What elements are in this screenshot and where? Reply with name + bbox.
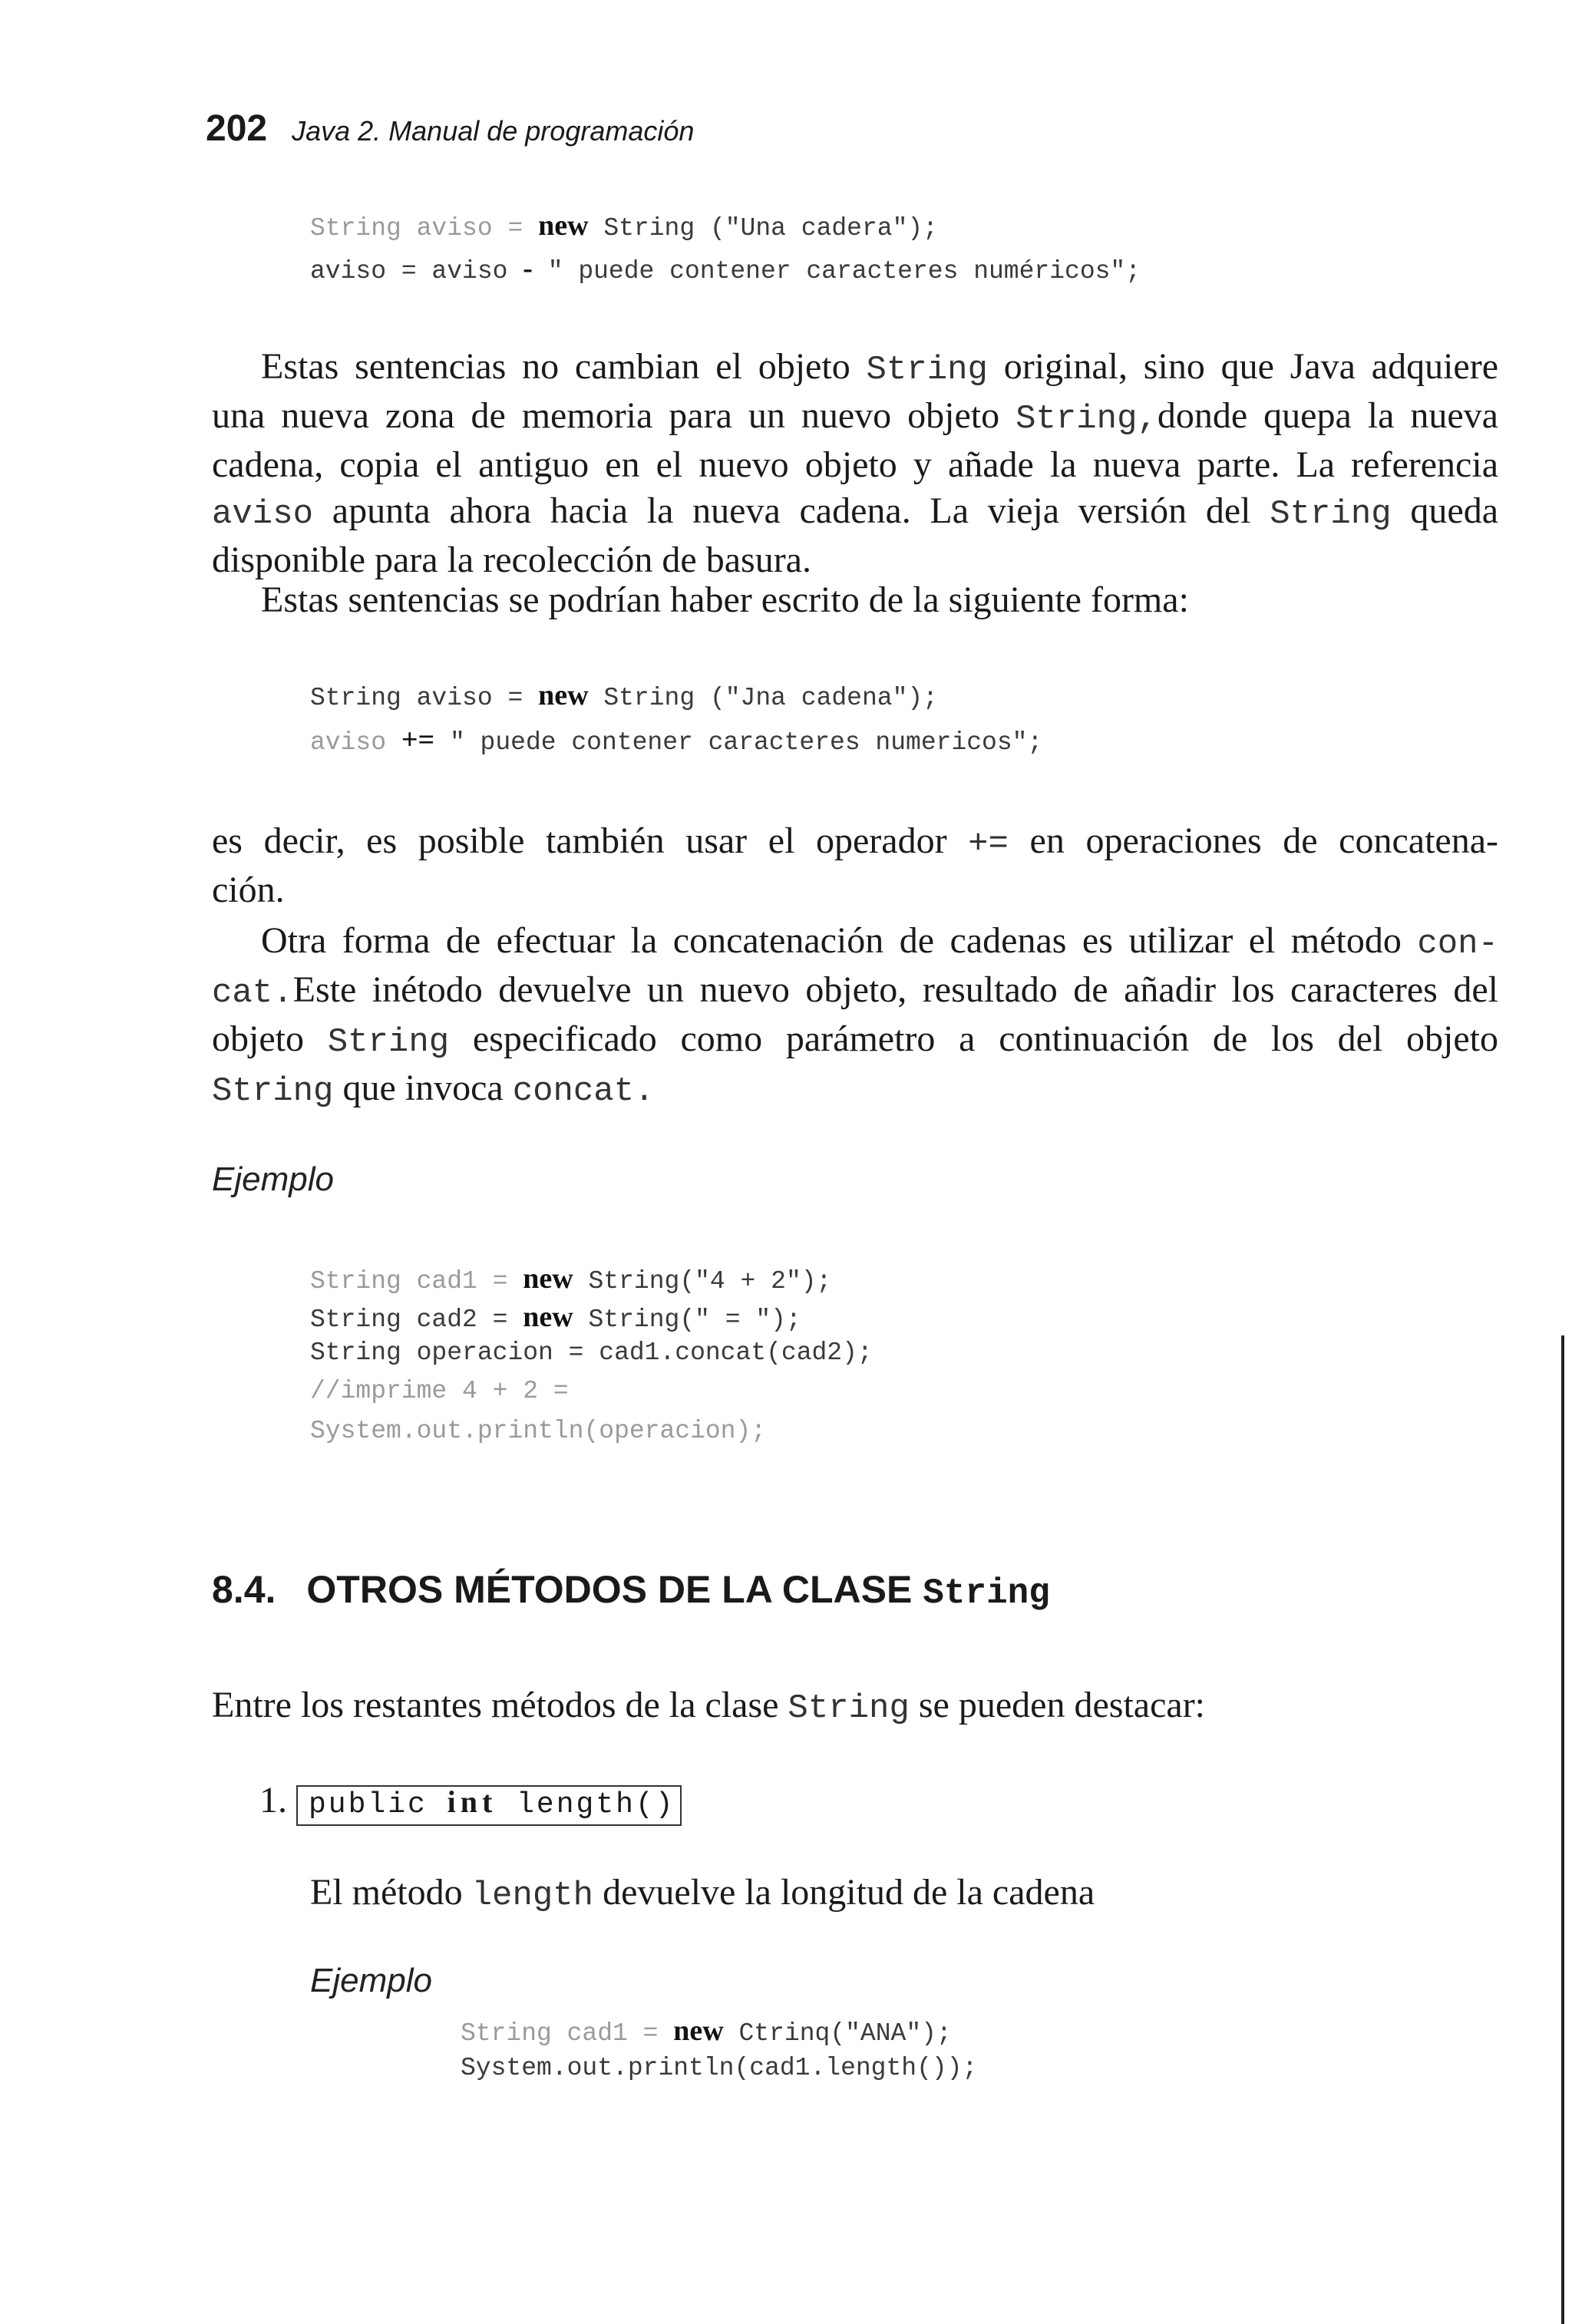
section-code: String: [923, 1573, 1050, 1613]
code-line: String cad1 = new Ctrinq("ANA");: [461, 2015, 952, 2048]
code-line: String aviso = new String ("Jna cadena");: [310, 679, 938, 712]
code-line: System.out.println(operacion);: [310, 1417, 767, 1445]
section-number: 8.4.: [212, 1568, 276, 1611]
page-header: [206, 107, 694, 150]
list-item: [259, 1779, 682, 1821]
example-heading: Ejemplo: [212, 1160, 334, 1198]
code-line: aviso += " puede contener caracteres numericos";: [310, 724, 1043, 757]
scan-edge-line: [1561, 1335, 1564, 2324]
code-line: aviso = aviso - " puede contener caracteres numéricos";: [310, 253, 1141, 286]
paragraph: es decir, es posible también usar el operador += en operaciones de concatena- ción.: [212, 820, 1498, 910]
book-title: Java 2. Manual de programación: [292, 115, 695, 147]
paragraph: Entre los restantes métodos de la clase String se pueden destacar:: [212, 1685, 1206, 1728]
paragraph: Otra forma de efectuar la concatenación de cadenas es utilizar el método con- cat.Este inétodo devuelve un nuevo objeto, resultado de añadir los caracteres del objeto String especificado como parámetro a continuación de los del objeto String que invoca concat.: [212, 920, 1498, 1111]
list-number: 1.: [259, 1780, 287, 1821]
paragraph: Estas sentencias se podrían haber escrito de la siguiente forma:: [261, 579, 1189, 620]
section-heading: [212, 1567, 1050, 1613]
code-line: String cad2 = new String(" = ");: [310, 1301, 801, 1334]
method-signature: public int length(): [296, 1785, 682, 1826]
code-line: System.out.println(cad1.length());: [461, 2054, 978, 2082]
paragraph: Estas sentencias no cambian el objeto String original, sino que Java adquiere una nueva zona de memoria para un nuevo objeto String,donde quepa la nueva cadena, copia el antiguo en el nuevo objeto y añade la nueva parte. La referencia aviso apunta ahora hacia la nueva cadena. La vieja versión del String queda disponible para la recolección de basura.: [212, 346, 1499, 580]
paragraph: El método length devuelve la longitud de la cadena: [310, 1872, 1095, 1915]
code-line: String aviso = new String ("Una cadera");: [310, 210, 938, 243]
example-heading: Ejemplo: [310, 1962, 432, 1999]
code-comment: //imprime 4 + 2 =: [310, 1377, 569, 1405]
code-line: String operacion = cad1.concat(cad2);: [310, 1339, 873, 1367]
page-number: 202: [206, 108, 268, 149]
code-line: String cad1 = new String("4 + 2");: [310, 1263, 832, 1296]
section-title: OTROS MÉTODOS DE LA CLASE: [306, 1568, 913, 1611]
